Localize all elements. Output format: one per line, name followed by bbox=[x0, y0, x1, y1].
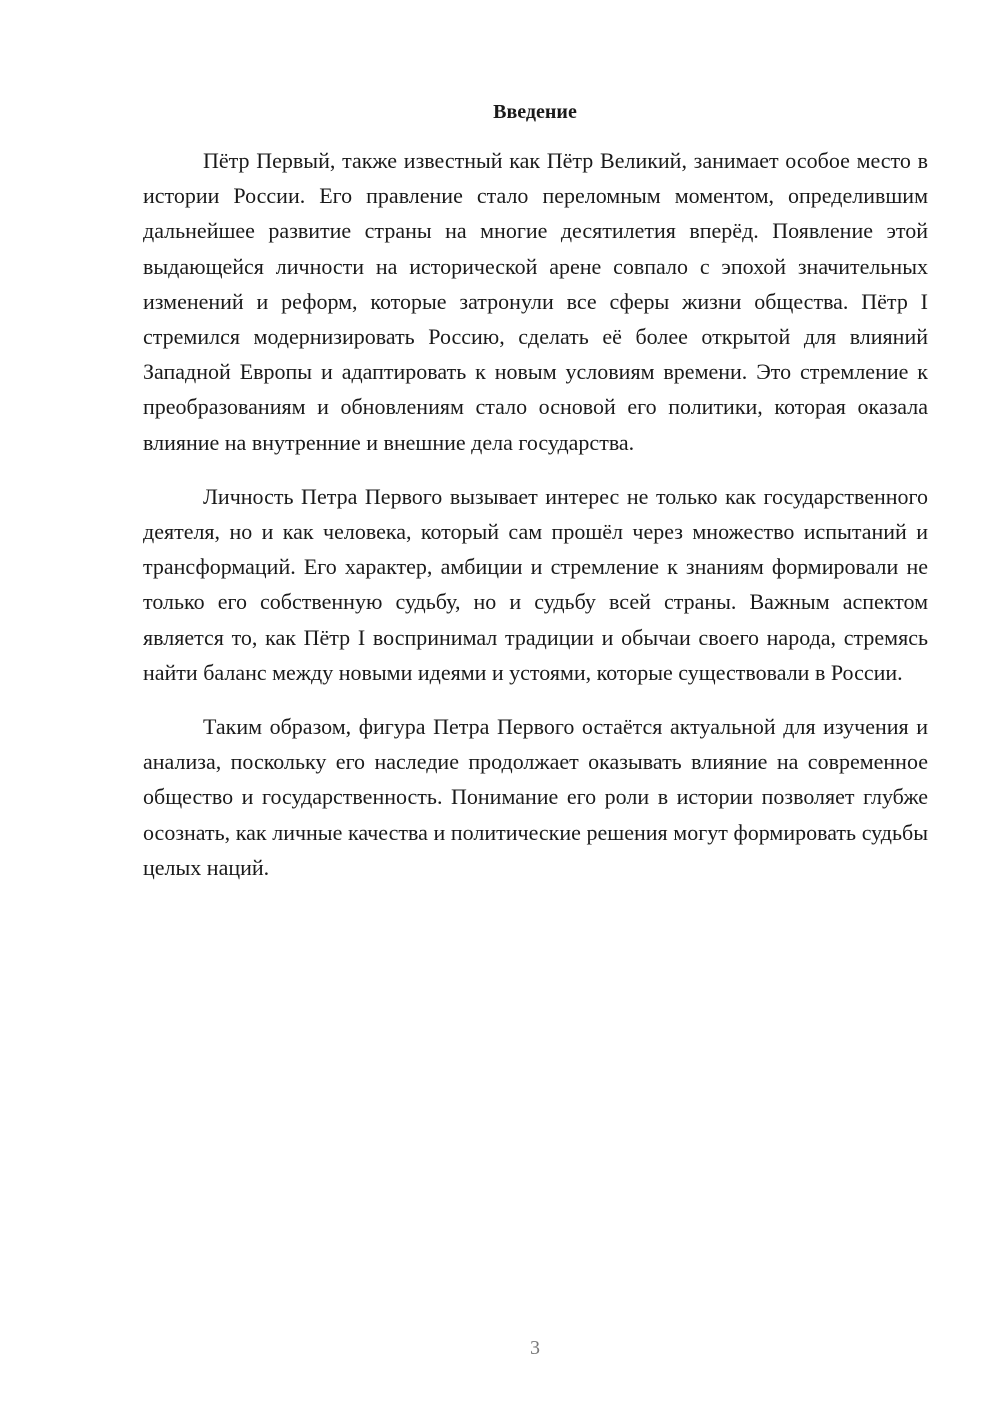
paragraph-2: Личность Петра Первого вызывает интерес не только как государственного деятеля, но и как человека, который сам прошёл через множество испытаний и трансформаций. Его характер, амбиции и стремление к знаниям формировали не только его собственную судьбу, но и судьбу всей страны. Важным аспектом является то, как Пётр I воспринимал традиции и обычаи своего народа, стремясь найти баланс между новыми идеями и устоями, которые существовали в России. bbox=[143, 483, 928, 685]
document-body bbox=[143, 143, 928, 904]
paragraph-1: Пётр Первый, также известный как Пётр Великий, занимает особое место в истории России. Его правление стало переломным моментом, определившим дальнейшее развитие страны на многие десятилетия вперёд. Появление этой выдающейся личности на исторической арене совпало с эпохой значительных изменений и реформ, которые затронули все сферы жизни общества. Пётр I стремился модернизировать Россию, сделать её более открытой для влияний Западной Европы и адаптировать к новым условиям времени. Это стремление к преобразованиям и обновлениям стало основой его политики, которая оказала влияние на внутренние и внешние дела государства. bbox=[143, 148, 928, 455]
section-title: Введение bbox=[493, 101, 577, 123]
paragraph-3: Таким образом, фигура Петра Первого остаётся актуальной для изучения и анализа, поскольку его наследие продолжает оказывать влияние на современное общество и государственность. Понимание его роли в истории позволяет глубже осознать, как личные качества и политические решения могут формировать судьбы целых наций. bbox=[143, 714, 928, 880]
page-number: 3 bbox=[530, 1337, 540, 1359]
